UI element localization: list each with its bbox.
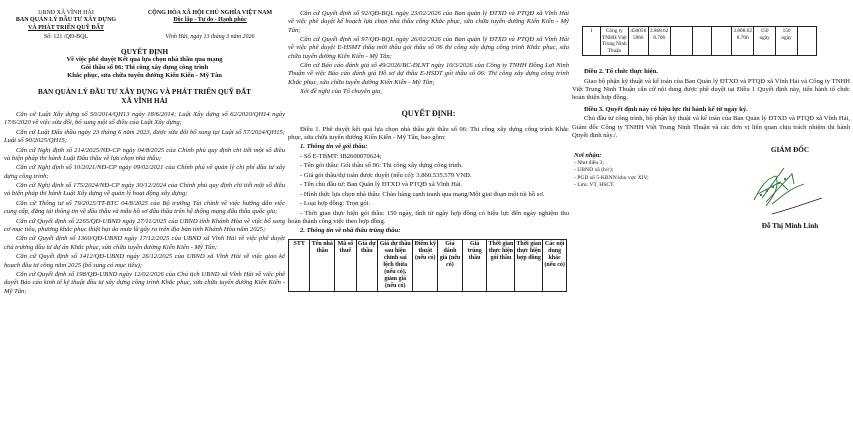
- issuing-agency: [4, 10, 128, 41]
- document-date: Vĩnh Hải, ngày 13 tháng 3 năm 2026: [165, 33, 255, 40]
- issuing-authority: [4, 88, 285, 105]
- column-header: STT: [289, 239, 310, 291]
- authority-line: BAN QUẢN LÝ ĐẦU TƯ XÂY DỰNG VÀ PHÁT TRIỂN QUỸ ĐẤT: [38, 88, 251, 97]
- cell-evaluated-price: [712, 27, 732, 56]
- article-3-text: Chủ đầu tư công trình, bộ phận kỹ thuật và kế toán của Ban Quản lý ĐTXD và PTQĐ xã Vĩnh Hải, Giám đốc Công ty TNHH Việt Trung Ninh Thuận và các đơn vị liên quan chịu trách nhiệm thi hành Quyết định này./.: [572, 115, 850, 139]
- package-info-item: - Thời gian thực hiện gói thầu: 150 ngày, tính từ ngày hợp đồng có hiệu lực đến ngày nghiệm thu hoàn thành công việc theo hợp đồng.: [288, 209, 569, 225]
- decision-subtitle: [4, 56, 285, 80]
- legal-basis-item: Căn cứ Báo cáo đánh giá số 49/2026/BC-ĐLNT ngày 10/3/2026 của Công ty TNHH Đồng Lợi Ninh Thuận về việc Báo cáo đánh giá Hồ sơ dự thầu E-HSDT gói thầu số 06: Thi công xây dựng công trình Khắc phục, sửa chữa tuyến đường Kiến Kiến - Mỹ Tân;: [288, 62, 569, 86]
- winner-table-header: [288, 239, 567, 292]
- winner-table-row: [582, 26, 817, 56]
- recipient-item: - Như điều 3;: [574, 160, 604, 167]
- article-3: [572, 106, 850, 140]
- package-info: [288, 153, 569, 227]
- package-info-item: - Loại hợp đồng: Trọn gói.: [300, 200, 371, 208]
- package-info-title: 1. Thông tin về gói thầu:: [300, 143, 368, 151]
- article-1-text: Điều 1. Phê duyệt kết quả lựa chọn nhà thầu gói thầu số 06: Thi công xây dựng công trình Khắc phục, sửa chữa tuyến đường Kiến Kiến - Mỹ Tân, bao gồm:: [288, 125, 569, 141]
- cell-other: [798, 27, 817, 56]
- legal-basis-item: Căn cứ Quyết định số 97/QĐ-BQL ngày 26/02/2026 của Ban quản lý ĐTXD và PTQĐ xã Vĩnh Hải về việc phê duyệt E-HSMT thầu mời thầu gói thầu số 06 thi công xây dựng công trình Khắc phục, sửa chữa tuyến đường Kiến Kiến - Mỹ Tân;: [288, 36, 569, 60]
- decision-heading: QUYẾT ĐỊNH:: [401, 108, 456, 118]
- table-header-row: [289, 239, 567, 291]
- legal-basis-item: Căn cứ Quyết định số 198/QĐ-UBND ngày 12/02/2026 của Chủ tịch UBND xã Vĩnh Hải về việc phê duyệt Báo cáo kinh tế kỹ thuật đầu tư xây dựng công trình Khắc phục, sửa chữa tuyến đường Kiến Kiến - Mỹ Tân;: [4, 271, 285, 295]
- signature-block: [572, 146, 850, 286]
- cell-winning-price: 3.868.628.706: [732, 27, 754, 56]
- page-column-2: [288, 0, 569, 422]
- column-header: Tên nhà thầu: [310, 239, 335, 291]
- legal-basis-item: Căn cứ Nghị định số 214/2025/NĐ-CP ngày 04/8/2025 của Chính phủ quy định chi tiết một số điều và biện pháp thi hành Luật Đấu thầu về lựa chọn nhà thầu;: [4, 146, 285, 162]
- column-header: Giá dự thầu: [356, 239, 377, 291]
- legal-basis-item: Căn cứ Luật Xây dựng số 50/2014/QH13 ngày 18/6/2014; Luật Xây dựng số 62/2020/QH14 ngày 17/6/2020 về việc sửa đổi, bổ sung một số điều của Luật Xây dựng;: [4, 111, 285, 127]
- decision-title: QUYẾT ĐỊNH: [120, 47, 169, 57]
- agency-parent: UBND XÃ VĨNH HẢI: [38, 10, 94, 16]
- legal-basis: [4, 111, 285, 296]
- legal-basis-item: Căn cứ Luật Đấu thầu ngày 23 tháng 6 năm 2023, được sửa đổi bổ sung tại Luật số 57/2024/QH15; Luật số 90/2025/QH15;: [4, 128, 285, 145]
- signature-stamp-icon: [732, 154, 842, 224]
- article-1: [288, 126, 569, 143]
- legal-basis-item: Căn cứ Quyết định số 2265/QĐ-UBND ngày 27/11/2025 của UBND tỉnh Khánh Hòa về việc bổ sung cơ mục tiêu, phương khắc phục thiệt hại do mưa lũ gây ra trên địa bàn tỉnh Khánh Hòa năm 2025;: [4, 217, 285, 233]
- article-3-title: Điều 3. Quyết định này có hiệu lực thi hành kể từ ngày ký.: [584, 105, 748, 113]
- legal-basis-item: Căn cứ Quyết định số 1412/QĐ-UBND ngày 26/12/2025 của UBND xã Vĩnh Hải về việc giao kế hoạch đầu tư công năm 2025 (bổ sung có mục tiêu);: [4, 253, 285, 269]
- column-header: Mã số thuế: [335, 239, 356, 291]
- column-header: Điểm kỹ thuật (nếu có): [413, 239, 438, 291]
- motto: Độc lập - Tự do - Hạnh phúc: [173, 17, 247, 24]
- article-2-text: Giao bộ phận kỹ thuật và kế toán của Ban Quản lý ĐTXD và PTQĐ xã Vĩnh Hải và Công ty TNHH Việt Trung Ninh Thuận căn cứ nội dung được phê duyệt tại Điều 1 Quyết định này, tiến hành tổ chức hoàn thiện hợp đồng.: [572, 77, 850, 102]
- director-title: GIÁM ĐỐC: [770, 146, 810, 155]
- column-header: Giá dự thầu sau hiệu chỉnh sai lệch thừa (nếu có), giảm giá (nếu có): [378, 239, 413, 291]
- winner-info-title: 2. Thông tin về nhà thầu trúng thầu:: [300, 227, 401, 235]
- cell-contractor: Công ty TNHH Việt Trung Ninh Thuận: [600, 27, 628, 56]
- legal-basis-item: Xét đề nghị của Tổ chuyên gia,: [300, 88, 382, 96]
- cell-contract-duration: 150 ngày: [776, 27, 798, 56]
- national-motto: [135, 10, 285, 41]
- legal-basis-item: Căn cứ Quyết định số 1360/QĐ-UBND ngày 17/12/2025 của UBND xã Vĩnh Hải về việc phê duyệt chủ trương đầu tư dự án Khắc phục, sửa chữa tuyến đường Kiến Kiến - Mỹ Tân;: [4, 235, 285, 251]
- authority-line: XÃ VĨNH HẢI: [121, 96, 168, 105]
- subtitle-line: Về việc phê duyệt Kết quả lựa chọn nhà thầu qua mạng: [66, 56, 223, 64]
- cell-bid-price: 3.868.628.706: [648, 27, 670, 56]
- column-header: Thời gian thực hiện hợp đồng: [515, 239, 543, 291]
- recipient-item: - PGD số 5-KBNN khu vực XIV;: [574, 174, 649, 181]
- document-number: Số: 121 /QĐ-BQL: [43, 33, 89, 40]
- recipient-item: - Lưu: VT, HSCT.: [574, 181, 615, 188]
- recipients-title: Nơi nhận:: [574, 152, 602, 160]
- page-column-1: [4, 0, 285, 422]
- legal-basis-item: Căn cứ Nghị định số 10/2021/NĐ-CP ngày 09/02/2021 của Chính phủ về quản lý chi phí đầu tư xây dựng công trình;: [4, 164, 285, 180]
- cell-package-duration: 150 ngày: [754, 27, 776, 56]
- recipient-item: - UBND xã (b/c);: [574, 167, 614, 174]
- director-name: Đỗ Thị Minh Linh: [761, 222, 819, 231]
- package-info-item: - Số E-TBMT: IB2600070624;: [300, 152, 382, 160]
- article-2-title: Điều 2. Tổ chức thực hiện.: [584, 68, 658, 76]
- column-header: Giá đánh giá (nếu có): [438, 239, 463, 291]
- cell-stt: 1: [583, 27, 601, 56]
- legal-basis-item: Căn cứ Thông tư số 79/2025/TT-BTC 04/8/2025 của Bộ trưởng Tài chính về việc hướng dẫn việc cung cấp, đăng tải thông tin về đấu thầu và mẫu hồ sơ đấu thầu trên hệ thống mạng đấu thầu quốc gia;: [4, 199, 285, 216]
- package-info-item: - Tên chủ đầu tư: Ban Quản lý ĐTXD và PTQĐ xã Vĩnh Hải.: [300, 181, 463, 189]
- column-header: Thời gian thực hiện gói thầu: [487, 239, 515, 291]
- column-header: Các nội dung khác (nếu có): [543, 239, 567, 291]
- column-header: Giá trúng thầu: [462, 239, 487, 291]
- package-info-item: - Giá gói thầu/dự toán được duyệt (nếu có): 3.860.535.579 VNĐ.: [300, 171, 472, 179]
- recipients: [574, 152, 714, 189]
- package-info-item: - Hình thức lựa chọn nhà thầu: Chào hàng cạnh tranh qua mạng/Một giai đoạn một túi hồ sơ.: [300, 190, 545, 198]
- package-info-item: - Tên gói thầu: Gói thầu số 06: Thi công xây dựng công trình.: [300, 162, 463, 170]
- subtitle-line: Khắc phục, sửa chữa tuyến đường Kiến Kiến - Mỹ Tân: [67, 72, 222, 80]
- document-header: [4, 10, 285, 41]
- legal-basis-item: Căn cứ Quyết định số 92/QĐ-BQL ngày 23/02/2026 của Ban quản lý ĐTXD và PTQĐ xã Vĩnh Hải về việc phê duyệt kế hoạch lựa chọn nhà thầu công Khắc phục, sửa chữa tuyến đường Kiến Kiến - Mỹ Tân;: [288, 10, 569, 34]
- legal-basis-item: Căn cứ Nghị định số 175/2024/NĐ-CP ngày 30/12/2024 của Chính phủ quy định chi tiết một số điều và biện pháp thi hành Luật Xây dựng về quản lý hoạt động xây dựng;: [4, 182, 285, 198]
- article-2: [572, 68, 850, 102]
- agency-name-line2: VÀ PHÁT TRIỂN QUỸ ĐẤT: [27, 24, 105, 31]
- country-name: CỘNG HÒA XÃ HỘI CHỦ NGHĨA VIỆT NAM: [147, 10, 273, 16]
- legal-basis-continued: [288, 10, 569, 97]
- agency-name-line1: BAN QUẢN LÝ ĐẦU TƯ XÂY DỰNG: [15, 17, 117, 24]
- cell-adjusted-price: [670, 27, 692, 56]
- subtitle-line: Gói thầu số 06: Thi công xây dựng công trình: [80, 64, 209, 72]
- table-row: [583, 27, 817, 56]
- page-column-3: [572, 0, 850, 422]
- cell-tax-code: 4500565966: [628, 27, 648, 56]
- cell-technical-score: [692, 27, 712, 56]
